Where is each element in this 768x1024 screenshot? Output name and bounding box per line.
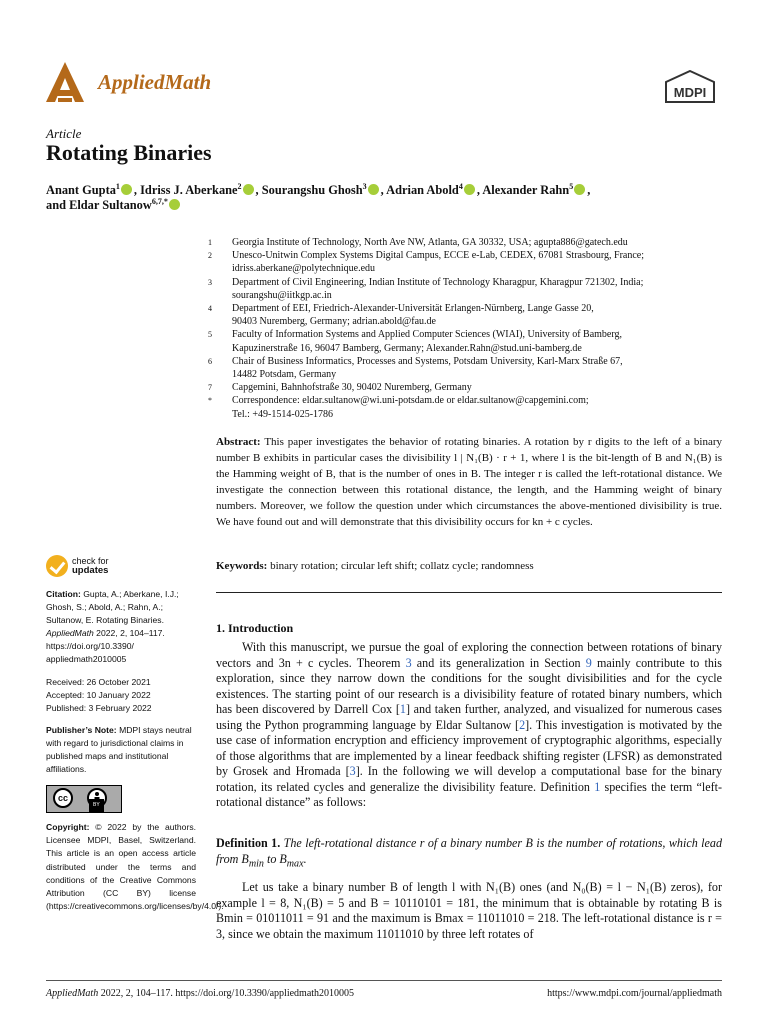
author-name: Anant Gupta — [46, 183, 116, 198]
publisher-note-text: MDPI stays neutral with regard to jurisdictional claims in published maps and institutional affiliations. — [46, 724, 192, 775]
footer-journal: AppliedMath — [46, 988, 99, 999]
updates-text: updates — [72, 565, 109, 576]
intro-text-4: ] and taken further, analyzed, and visualized for numerous cases using the Python programming language by Eldar Sultanow [ — [216, 702, 722, 732]
intro-text-7: specifies the term “left-rotational distance” as follows: — [216, 779, 723, 809]
author-affiliation-sup: 1 — [115, 182, 120, 191]
affiliation-item — [208, 328, 728, 354]
check-for-text: check for — [72, 556, 109, 566]
affiliation-line: Department of EEI, Friedrich-Alexander-Universität Erlangen-Nürnberg, Lange Gasse 20, — [232, 303, 594, 315]
intro-text-3: mainly contribute to this exploration, since they narrow down the conditions for the sought divisibilities and for the cycle existences. The starting point of our research is a divisibility feature of rotated binary numbers, which has been discovered by Darrell Cox [ — [216, 655, 722, 716]
author-affiliation-sup: 6,7,* — [151, 197, 168, 206]
affiliation-number: * — [208, 396, 212, 406]
citation-label: Citation: — [46, 589, 81, 599]
affiliation-line: sourangshu@iitkgp.ac.in — [232, 289, 332, 301]
definition-1 — [216, 836, 722, 871]
body-paragraph-text: Let us take a binary number B of length l with N₁(B) ones (and N₀(B) = l − N₁(B) zeros), for example l = 8, N₁(B) = 5 and B = 10110101 = 181, the minimum that is obtainable by rotating B is Bmin = 01011011 = 91 and the maximum is Bmax = 11011010 = 218. The left-rotational distance is r = 3, since we obtain the maximum 11011010 by three left rotates of — [216, 880, 722, 941]
copyright-block — [46, 821, 224, 913]
author-name: Sourangshu Ghosh — [261, 183, 363, 198]
affiliation-number: 5 — [208, 330, 212, 340]
citation-journal: AppliedMath — [46, 628, 94, 639]
publisher-note-block — [46, 724, 196, 776]
orcid-icon[interactable] — [121, 184, 132, 195]
author-affiliation-sup: 4 — [458, 182, 463, 191]
affiliation-item — [208, 355, 728, 381]
author-name: Idriss J. Aberkane — [140, 183, 238, 198]
affiliation-number: 4 — [208, 304, 212, 314]
citation-ref-1[interactable]: 1 — [399, 702, 406, 716]
affiliation-item — [208, 381, 728, 394]
affiliations — [208, 236, 728, 421]
author-affiliation-sup: 5 — [569, 182, 574, 191]
introduction-paragraph — [216, 640, 722, 811]
article-type: Article — [46, 126, 82, 141]
citation-details: 2022, 2, 104–117. — [96, 628, 165, 639]
doi-line-2[interactable]: appliedmath2010005 — [46, 654, 127, 665]
keywords-label: Keywords: — [216, 560, 268, 572]
cc-icon: cc — [53, 788, 73, 808]
citation-block — [46, 588, 196, 667]
author-name: and Eldar Sultanow — [46, 198, 152, 213]
affiliation-item — [208, 302, 728, 328]
theorem-ref-link[interactable]: 3 — [405, 655, 412, 670]
definition-text: The left-rotational distance r of a binary number B is the number of rotations, which lead from B — [216, 836, 722, 866]
affiliation-number: 6 — [208, 356, 212, 366]
definition-sub-min: min — [248, 857, 264, 869]
author-name: Adrian Abold — [386, 183, 459, 198]
affiliation-number: 7 — [208, 383, 212, 393]
footer-citation — [46, 988, 354, 999]
affiliation-item — [208, 394, 728, 420]
affiliation-item — [208, 276, 728, 302]
author-name: Alexander Rahn — [482, 183, 570, 198]
orcid-icon[interactable] — [464, 184, 475, 195]
doi-line-1[interactable]: https://doi.org/10.3390/ — [46, 641, 134, 652]
affiliation-line: Kapuzinerstraße 16, 96047 Bamberg, Germany; Alexander.Rahn@stud.uni-bamberg.de — [232, 342, 582, 354]
affiliation-line: idriss.aberkane@polytechnique.edu — [232, 263, 376, 275]
section-divider — [216, 592, 722, 593]
affiliation-line: Tel.: +49-1514-025-1786 — [232, 408, 334, 420]
received-date: Received: 26 October 2021 — [46, 676, 151, 687]
body-paragraph — [216, 880, 722, 942]
dates-block — [46, 676, 196, 715]
affiliation-number: 3 — [208, 277, 212, 287]
journal-logo-icon — [44, 60, 86, 104]
affiliation-line: Capgemini, Bahnhofstraße 30, 90402 Nuremberg, Germany — [232, 382, 472, 394]
footer-journal-url[interactable]: https://www.mdpi.com/journal/appliedmath — [547, 988, 722, 999]
affiliation-item — [208, 249, 728, 275]
abstract-label: Abstract: — [216, 436, 261, 448]
section-heading-introduction: 1. Introduction — [216, 621, 294, 635]
publisher-note-label: Publisher’s Note: — [46, 724, 117, 735]
definition-end: . — [303, 851, 307, 866]
affiliation-line: 90403 Nuremberg, Germany; adrian.abold@fau.de — [232, 316, 436, 328]
section-ref-link[interactable]: 9 — [585, 655, 592, 670]
affiliation-line: Unesco-Unitwin Complex Systems Digital Campus, ECCE e-Lab, CEDEX, 67081 Strasbourg, France; — [232, 250, 644, 262]
sidebar — [46, 555, 224, 922]
orcid-icon[interactable] — [243, 184, 254, 195]
check-for-updates-badge[interactable] — [46, 555, 196, 577]
citation-ref-3[interactable]: 3 — [349, 764, 356, 778]
checkmark-icon — [46, 555, 68, 577]
affiliation-item — [208, 236, 728, 249]
author-list-continued — [46, 197, 182, 213]
affiliation-line: 14482 Potsdam, Germany — [232, 369, 337, 381]
orcid-icon[interactable] — [574, 184, 585, 195]
affiliation-line: Chair of Business Informatics, Processes and Systems, Potsdam University, Karl-Marx Straße 67, — [232, 355, 623, 367]
by-label: BY — [89, 799, 104, 812]
affiliation-line: Correspondence: eldar.sultanow@wi.uni-potsdam.de or eldar.sultanow@capgemini.com; — [232, 395, 589, 407]
affiliation-number: 1 — [208, 238, 212, 247]
affiliation-line: Georgia Institute of Technology, North Ave NW, Atlanta, GA 30332, USA; agupta886@gatech.edu — [232, 237, 628, 248]
orcid-icon[interactable] — [368, 184, 379, 195]
definition-sub-max: max — [286, 857, 304, 869]
intro-text-2: and its generalization in Section — [411, 655, 586, 670]
journal-name: AppliedMath — [98, 70, 212, 94]
footer-citation-text[interactable]: 2022, 2, 104–117. https://doi.org/10.3390/appliedmath2010005 — [98, 988, 355, 999]
definition-ref-link[interactable]: 1 — [594, 779, 601, 794]
affiliation-line: Department of Civil Engineering, Indian Institute of Technology Kharagpur, Kharagpur 721302, India; — [232, 276, 644, 288]
footer-divider — [46, 980, 722, 981]
keywords-text: binary rotation; circular left shift; collatz cycle; randomness — [270, 560, 534, 572]
abstract — [216, 434, 722, 530]
author-list: Anant Gupta$^1$ , Idriss J. Aberkane$^2$ , Sourangshu Ghosh$^3$ , Adrian Abold$^4$ , Alexander Rahn$^5$ , — [46, 182, 591, 198]
accepted-date: Accepted: 10 January 2022 — [46, 689, 151, 700]
intro-text-6: ]. In the following we will develop a computational base for the binary rotation, its related cycles and generalize the divisibility feature. Definition — [216, 764, 722, 794]
author-affiliation-sup: 2 — [237, 182, 242, 191]
affiliation-line: Faculty of Information Systems and Applied Computer Sciences (WIAI), University of Bamberg, — [232, 329, 623, 341]
definition-to: to B — [263, 851, 287, 866]
published-date: Published: 3 February 2022 — [46, 702, 152, 713]
definition-label: Definition 1. — [216, 836, 281, 850]
intro-text-5: ]. This investigation is motivated by the use case of information encryption and efficiency improvement of cryptographic algorithms, especially of those algorithms that are implemented by a linear feedback shifting register (LFSR) as demonstrated by Grosek and Hromada [ — [216, 717, 722, 778]
copyright-label: Copyright: — [46, 822, 90, 833]
paper-title: Rotating Binaries — [46, 140, 212, 165]
citation-text: Gupta, A.; Aberkane, I.J.; Ghosh, S.; Abold, A.; Rahn, A.; Sultanow, E. Rotating Binaries. — [46, 589, 179, 626]
publisher-name: MDPI — [673, 85, 707, 100]
copyright-text: © 2022 by the authors. Licensee MDPI, Basel, Switzerland. This article is an open access article distributed under the terms and conditions of the Creative Commons Attribution (CC BY) license (https://creativecommons.org/licenses/by/4.0/). — [46, 822, 224, 911]
author-affiliation-sup: 3 — [362, 182, 367, 191]
mdpi-logo-icon — [664, 70, 716, 104]
cc-by-license-icon[interactable] — [46, 785, 122, 813]
intro-text-1: With this manuscript, we pursue the goal of exploring the connection between rotations of binary vectors and 3n + c cycles. Theorem — [216, 640, 722, 670]
citation-ref-2[interactable]: 2 — [519, 717, 526, 732]
abstract-text: This paper investigates the behavior of rotating binaries. A rotation by r digits to the left of a binary number B exhibits in particular cases the divisibility l | N₁(B) · r + 1, where l is the bit-length of B and N₁(B) is the Hamming weight of B, that is the number of ones in B. The integer r is called the left-rotational distance. We investigate the connection between this rotational distance, the length, and the Hamming weight of binary numbers. Moreover, we follow the question under which circumstances the above-mentioned divisibility is true. We have found out and will demonstrate that this divisibility occurs for kn + c cycles. — [216, 436, 722, 528]
orcid-icon[interactable] — [169, 199, 180, 210]
keywords — [216, 560, 722, 572]
affiliation-number: 2 — [208, 251, 212, 261]
